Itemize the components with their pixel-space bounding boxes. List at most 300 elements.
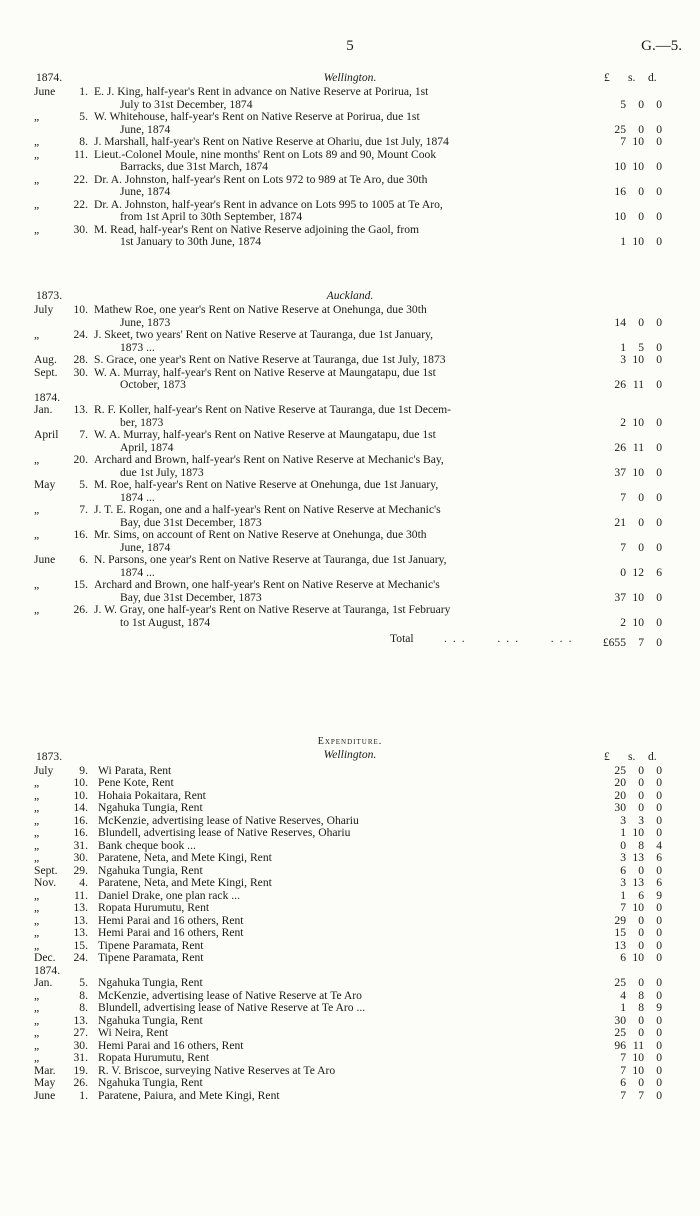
receipt-entry — [0, 554, 700, 579]
description-line: M. Read, half-year's Rent on Native Reserve adjoining the Gaol, from — [94, 222, 420, 236]
description-line: M. Roe, half-year's Rent on Native Reserve at Onehunga, due 1st January, — [94, 478, 439, 491]
entry-day: 5. — [79, 976, 88, 989]
description-line: Barracks, due 31st March, 1874 — [120, 160, 269, 173]
entry-month: „ — [34, 913, 40, 927]
amount — [586, 617, 662, 630]
section-region: Wellington. — [323, 747, 377, 761]
amount-pounds: 10 — [614, 210, 626, 223]
description-line: June, 1874 — [120, 540, 171, 554]
description-line: S. Grace, one year's Rent on Native Reserve at Tauranga, due 1st July, 1873 — [94, 353, 446, 366]
entry-day: 8. — [79, 988, 88, 1002]
expenditure-entry — [0, 1002, 700, 1015]
amount — [586, 161, 662, 174]
amount-pence: 0 — [656, 540, 662, 554]
entry-description: Blundell, advertising lease of Native Reserves, Ohariu — [98, 826, 351, 839]
description-line: Dr. A. Johnston, half-year's Rent on Lots 972 to 989 at Te Aro, due 30th — [94, 172, 428, 186]
pounds-header: £ — [604, 749, 610, 763]
expenditure-entry — [0, 1077, 700, 1090]
entry-month: April — [34, 428, 59, 441]
amount-pounds: 0 — [620, 565, 626, 579]
amount-shillings: 13 — [632, 851, 644, 864]
amount — [586, 236, 662, 249]
amount-pence: 0 — [656, 135, 662, 148]
entry-description — [94, 579, 572, 604]
amount-pounds: 3 — [620, 813, 626, 827]
amount — [586, 567, 662, 580]
entry-month: „ — [34, 776, 40, 789]
amount-shillings: 0 — [638, 763, 644, 777]
entry-day: 13. — [73, 901, 88, 914]
entry-description: Ngahuka Tungia, Rent — [98, 863, 203, 877]
entry-description: Daniel Drake, one plan rack ... — [98, 888, 240, 902]
entry-month: June — [34, 85, 56, 98]
description-line: ber, 1873 — [120, 415, 164, 429]
expenditure-entry — [0, 802, 700, 815]
amount-shillings: 3 — [638, 813, 644, 827]
amount — [586, 542, 662, 555]
entry-day: 13. — [73, 1013, 88, 1027]
entry-month: „ — [34, 801, 40, 814]
wellington-receipt-list — [0, 86, 700, 249]
amount-pence: 0 — [656, 1051, 662, 1064]
amount-pounds: 6 — [620, 951, 626, 964]
amount-pence: 0 — [656, 863, 662, 877]
description-line: 1st January to 30th June, 1874 — [120, 235, 262, 248]
entry-description: R. V. Briscoe, surveying Native Reserves at Te Aro — [98, 1063, 336, 1077]
amount-pence: 0 — [656, 590, 662, 604]
amount — [586, 467, 662, 480]
entry-description — [94, 529, 572, 554]
amount-pounds: 3 — [620, 876, 626, 889]
entry-description: Paratene, Neta, and Mete Kingi, Rent — [98, 876, 272, 889]
amount — [586, 354, 662, 367]
entry-day: 16. — [73, 528, 88, 541]
amount-pence: 6 — [656, 565, 662, 579]
amount-pounds: 16 — [614, 185, 626, 198]
amount-pounds: 15 — [614, 926, 626, 939]
total-pence: 0 — [656, 635, 662, 649]
amount-pence: 0 — [656, 378, 662, 391]
entry-description: Tipene Paramata, Rent — [98, 938, 204, 952]
entry-day: 10. — [73, 776, 88, 789]
total-shillings: 7 — [638, 635, 644, 649]
section-region: Wellington. — [323, 71, 377, 84]
amount-shillings: 0 — [638, 210, 644, 223]
section-region: Auckland. — [326, 289, 374, 302]
description-line: 1874 ... — [120, 565, 155, 579]
entry-description — [94, 604, 572, 629]
pounds-header: £ — [604, 71, 610, 84]
receipt-entry — [0, 579, 700, 604]
expenditure-entry — [0, 927, 700, 940]
entry-description — [94, 304, 572, 329]
entry-day: 26. — [73, 603, 88, 616]
entry-day: 13. — [73, 403, 88, 416]
amount-pence: 0 — [656, 615, 662, 629]
wellington-receipts-section — [0, 72, 700, 249]
amount-pence: 0 — [656, 515, 662, 529]
amount-shillings: 0 — [638, 863, 644, 877]
entry-month: „ — [34, 901, 40, 914]
amount — [586, 186, 662, 199]
amount-pounds: 21 — [614, 515, 626, 529]
entry-month: „ — [34, 135, 40, 148]
amount-pounds: 6 — [620, 863, 626, 877]
entry-description — [94, 111, 572, 136]
entry-month: „ — [34, 328, 40, 341]
amount-pence: 0 — [656, 1076, 662, 1089]
receipt-entry — [0, 111, 700, 136]
entry-month: Dec. — [34, 951, 56, 964]
amount-shillings: 0 — [638, 490, 644, 504]
entry-day: 14. — [73, 801, 88, 814]
amount-pounds: 25 — [614, 976, 626, 989]
amount-pounds: 6 — [620, 1076, 626, 1089]
amount — [586, 952, 662, 965]
amount-shillings: 0 — [638, 1026, 644, 1039]
amount — [586, 517, 662, 530]
amount-shillings: 13 — [632, 876, 644, 889]
entry-month: June — [34, 1088, 56, 1102]
description-line: 1874 ... — [120, 490, 155, 504]
amount-pounds: 3 — [620, 353, 626, 366]
amount-pounds: 1 — [620, 888, 626, 902]
expenditure-entry — [0, 902, 700, 915]
total-row — [0, 633, 700, 649]
amount-pounds: 4 — [620, 988, 626, 1002]
amount-pounds: 25 — [614, 1026, 626, 1039]
amount-pence: 0 — [656, 353, 662, 366]
entry-description: Wi Parata, Rent — [98, 763, 172, 777]
amount — [586, 492, 662, 505]
expenditure-entry — [0, 1052, 700, 1065]
entry-description — [94, 367, 572, 392]
description-line: June, 1873 — [120, 315, 171, 329]
entry-day: 26. — [73, 1076, 88, 1089]
description-line: Archard and Brown, one half-year's Rent on Native Reserve at Mechanic's — [94, 578, 440, 591]
entry-month: „ — [34, 147, 40, 161]
amount-pence: 0 — [656, 926, 662, 939]
description-line: Dr. A. Johnston, half-year's Rent in advance on Lots 995 to 1005 at Te Aro, — [94, 197, 443, 211]
entry-month: „ — [34, 988, 40, 1002]
entry-day: 7. — [79, 428, 88, 441]
amount-shillings: 11 — [632, 440, 644, 454]
amount-pounds: 96 — [614, 1038, 626, 1052]
amount-pence: 9 — [656, 888, 662, 902]
entry-day: 13. — [73, 913, 88, 927]
section-header — [0, 290, 700, 304]
entry-month: Nov. — [34, 876, 57, 889]
amount-pence: 0 — [656, 763, 662, 777]
entry-day: 30. — [73, 1038, 88, 1052]
description-line: J. Skeet, two years' Rent on Native Reserve at Tauranga, due 1st January, — [94, 328, 434, 341]
amount-pence: 0 — [656, 801, 662, 814]
entry-day: 30. — [73, 222, 88, 236]
entry-month: „ — [34, 1013, 40, 1027]
amount-pence: 0 — [656, 913, 662, 927]
expenditure-entry — [0, 952, 700, 965]
entry-day: 8. — [79, 135, 88, 148]
amount-shillings: 10 — [632, 1051, 644, 1064]
description-line: June, 1874 — [120, 122, 171, 136]
entry-description — [94, 554, 572, 579]
amount-shillings: 8 — [638, 1001, 644, 1014]
section-year: 1874. — [36, 71, 63, 84]
amount-pence: 0 — [656, 901, 662, 914]
entry-day: 1. — [79, 85, 88, 98]
receipt-entry — [0, 174, 700, 199]
entry-day: 22. — [73, 172, 88, 186]
entry-description: Pene Kote, Rent — [98, 776, 174, 789]
amount — [586, 136, 662, 149]
amount-shillings: 0 — [638, 788, 644, 802]
amount-pounds: 13 — [614, 938, 626, 952]
amount-pounds: 1 — [620, 1001, 626, 1014]
amount-shillings: 10 — [632, 465, 644, 479]
total-amount — [586, 637, 662, 650]
entry-month: Sept. — [34, 365, 58, 379]
amount — [586, 99, 662, 112]
leader-dots: ... ... ... — [444, 632, 578, 645]
entry-day: 27. — [73, 1026, 88, 1039]
expenditure-entry — [0, 877, 700, 890]
expenditure-list — [0, 765, 700, 1103]
entry-month: Aug. — [34, 353, 57, 366]
description-line: W. A. Murray, half-year's Rent on Native Reserve at Maungatapu, due 1st — [94, 428, 436, 441]
amount-pounds: 25 — [614, 122, 626, 136]
entry-month: „ — [34, 838, 40, 852]
entry-month: June — [34, 553, 56, 566]
entry-month: Mar. — [34, 1063, 56, 1077]
description-line: Lieut.-Colonel Moule, nine months' Rent on Lots 89 and 90, Mount Cook — [94, 147, 437, 161]
amount-shillings: 0 — [638, 926, 644, 939]
entry-month: July — [34, 763, 54, 777]
section-year: 1873. — [36, 749, 63, 763]
receipt-entry — [0, 429, 700, 454]
entry-description — [94, 429, 572, 454]
entry-description — [94, 404, 572, 429]
year-subheading: 1874. — [34, 390, 61, 404]
description-line: July to 31st December, 1874 — [120, 97, 253, 111]
amount-shillings: 10 — [632, 951, 644, 964]
amount-pence: 0 — [656, 465, 662, 479]
entry-description: Tipene Paramata, Rent — [98, 951, 204, 964]
amount-pounds: 2 — [620, 415, 626, 429]
description-line: W. Whitehouse, half-year's Rent on Native Reserve at Porirua, due 1st — [94, 110, 420, 123]
entry-description: Ngahuka Tungia, Rent — [98, 801, 203, 814]
receipt-entry — [0, 86, 700, 111]
entry-day: 1. — [79, 1088, 88, 1102]
description-line: Bay, due 31st December, 1873 — [120, 590, 262, 604]
amount-pounds: 7 — [620, 1051, 626, 1064]
amount-pence: 0 — [656, 490, 662, 504]
pence-header: d. — [648, 749, 657, 763]
amount-pounds: 7 — [620, 135, 626, 148]
amount — [586, 317, 662, 330]
expenditure-entry — [0, 977, 700, 990]
entry-description: Hemi Parai and 16 others, Rent — [98, 926, 244, 939]
amount-pounds: 1 — [620, 826, 626, 839]
amount-shillings: 0 — [638, 515, 644, 529]
entry-day: 24. — [73, 951, 88, 964]
shillings-header: s. — [628, 71, 636, 84]
entry-day: 22. — [73, 197, 88, 211]
description-line: J. W. Gray, one half-year's Rent on Native Reserve at Tauranga, 1st February — [94, 603, 451, 616]
section-year: 1873. — [36, 289, 63, 302]
amount — [586, 592, 662, 605]
amount-pence: 0 — [656, 788, 662, 802]
amount-shillings: 0 — [638, 1013, 644, 1027]
entry-description: Blundell, advertising lease of Native Reserve at Te Aro ... — [98, 1001, 366, 1014]
entry-month: May — [34, 1076, 56, 1089]
amount-pounds: 14 — [614, 315, 626, 329]
amount-shillings: 10 — [632, 901, 644, 914]
amount-pence: 0 — [656, 988, 662, 1002]
entry-month: „ — [34, 826, 40, 839]
amount-shillings: 10 — [632, 1063, 644, 1077]
entry-month: „ — [34, 528, 40, 541]
document-reference: G.—5. — [641, 38, 682, 54]
entry-month: „ — [34, 1026, 40, 1039]
entry-day: 11. — [73, 147, 88, 161]
entry-description — [94, 504, 572, 529]
amount-shillings: 7 — [638, 1088, 644, 1102]
entry-day: 19. — [73, 1063, 88, 1077]
entry-day: 31. — [73, 838, 88, 852]
receipt-entry — [0, 604, 700, 629]
amount-pence: 0 — [656, 976, 662, 989]
entry-month: May — [34, 478, 56, 491]
entry-description: Paratene, Neta, and Mete Kingi, Rent — [98, 851, 272, 864]
description-line: from 1st April to 30th September, 1874 — [120, 210, 303, 223]
amount — [586, 777, 662, 790]
receipt-entry — [0, 529, 700, 554]
amount — [586, 877, 662, 890]
amount — [586, 977, 662, 990]
entry-month: „ — [34, 851, 40, 864]
entry-description: Ngahuka Tungia, Rent — [98, 1013, 203, 1027]
amount-shillings: 0 — [638, 801, 644, 814]
description-line: Mr. Sims, on account of Rent on Native Reserve at Onehunga, due 30th — [94, 528, 427, 541]
amount-pence: 6 — [656, 876, 662, 889]
amount-pounds: 20 — [614, 776, 626, 789]
amount-shillings: 12 — [632, 565, 644, 579]
entry-day: 4. — [79, 876, 88, 889]
amount-pence: 0 — [656, 1088, 662, 1102]
amount-shillings: 0 — [638, 976, 644, 989]
page-number: 5 — [346, 38, 354, 54]
amount-pounds: 30 — [614, 1013, 626, 1027]
auckland-receipt-list — [0, 304, 700, 629]
description-line: April, 1874 — [120, 440, 174, 454]
entry-description — [94, 329, 572, 354]
amount-pence: 0 — [656, 440, 662, 454]
amount-pounds: 7 — [620, 1063, 626, 1077]
description-line: R. F. Koller, half-year's Rent on Native Reserve at Tauranga, due 1st Decem- — [94, 403, 452, 416]
entry-month: „ — [34, 1051, 40, 1064]
entry-month: „ — [34, 788, 40, 802]
description-line: 1873 ... — [120, 340, 155, 354]
entry-day: 5. — [79, 478, 88, 491]
entry-month: July — [34, 303, 54, 316]
amount-pounds: 1 — [620, 235, 626, 248]
entry-description: Hemi Parai and 16 others, Rent — [98, 913, 244, 927]
amount-pence: 0 — [656, 1038, 662, 1052]
amount-shillings: 8 — [638, 988, 644, 1002]
amount — [586, 927, 662, 940]
amount-shillings: 10 — [632, 826, 644, 839]
amount-shillings: 5 — [638, 340, 644, 354]
description-line: N. Parsons, one year's Rent on Native Reserve at Tauranga, due 1st January, — [94, 553, 447, 566]
amount-pence: 0 — [656, 776, 662, 789]
entry-description — [94, 174, 572, 199]
amount-pence: 0 — [656, 210, 662, 223]
amount-pounds: 25 — [614, 763, 626, 777]
entry-description: Ngahuka Tungia, Rent — [98, 1076, 203, 1089]
entry-description: Bank cheque book ... — [98, 838, 196, 852]
description-line: E. J. King, half-year's Rent in advance on Native Reserve at Porirua, 1st — [94, 85, 429, 98]
shillings-header: s. — [628, 749, 636, 763]
amount — [586, 417, 662, 430]
amount-shillings: 0 — [638, 185, 644, 198]
amount-pence: 0 — [656, 1026, 662, 1039]
expenditure-entry — [0, 777, 700, 790]
amount-pence: 0 — [656, 951, 662, 964]
amount-shillings: 6 — [638, 888, 644, 902]
section-header — [0, 72, 700, 86]
entry-day: 16. — [73, 813, 88, 827]
amount-shillings: 0 — [638, 1076, 644, 1089]
entry-description — [94, 86, 572, 111]
amount-pence: 9 — [656, 1001, 662, 1014]
entry-description: Ropata Hurumutu, Rent — [98, 901, 210, 914]
description-line: Archard and Brown, half-year's Rent on Native Reserve at Mechanic's Bay, — [94, 453, 444, 466]
amount-pence: 0 — [656, 1063, 662, 1077]
expenditure-title: Expenditure. — [317, 736, 383, 747]
amount-shillings: 10 — [632, 235, 644, 248]
amount-shillings: 0 — [638, 315, 644, 329]
pence-header: d. — [648, 71, 657, 84]
receipt-entry — [0, 329, 700, 354]
entry-description: Ropata Hurumutu, Rent — [98, 1051, 210, 1064]
amount-pounds: 2 — [620, 615, 626, 629]
amount-shillings: 0 — [638, 776, 644, 789]
amount-shillings: 10 — [632, 615, 644, 629]
amount — [586, 379, 662, 392]
amount-pence: 0 — [656, 813, 662, 827]
receipt-entry — [0, 224, 700, 249]
description-line: J. Marshall, half-year's Rent on Native Reserve at Ohariu, due 1st July, 1874 — [94, 135, 449, 148]
entry-month: „ — [34, 926, 40, 939]
amount-pounds: 1 — [620, 340, 626, 354]
amount-pounds: 7 — [620, 540, 626, 554]
amount-shillings: 0 — [638, 540, 644, 554]
description-line: J. T. E. Rogan, one and a half-year's Rent on Native Reserve at Mechanic's — [94, 503, 441, 516]
entry-month: „ — [34, 197, 40, 211]
entry-day: 30. — [73, 365, 88, 379]
amount-pounds: 0 — [620, 838, 626, 852]
amount — [586, 211, 662, 224]
entry-description: Hohaia Pokaitara, Rent — [98, 788, 206, 802]
amount-shillings: 0 — [638, 122, 644, 136]
receipt-entry — [0, 304, 700, 329]
section-header — [0, 749, 700, 763]
amount — [586, 1077, 662, 1090]
entry-day: 30. — [73, 851, 88, 864]
amount-shillings: 11 — [632, 378, 644, 391]
entry-month: Jan. — [34, 403, 53, 416]
amount-pence: 0 — [656, 938, 662, 952]
